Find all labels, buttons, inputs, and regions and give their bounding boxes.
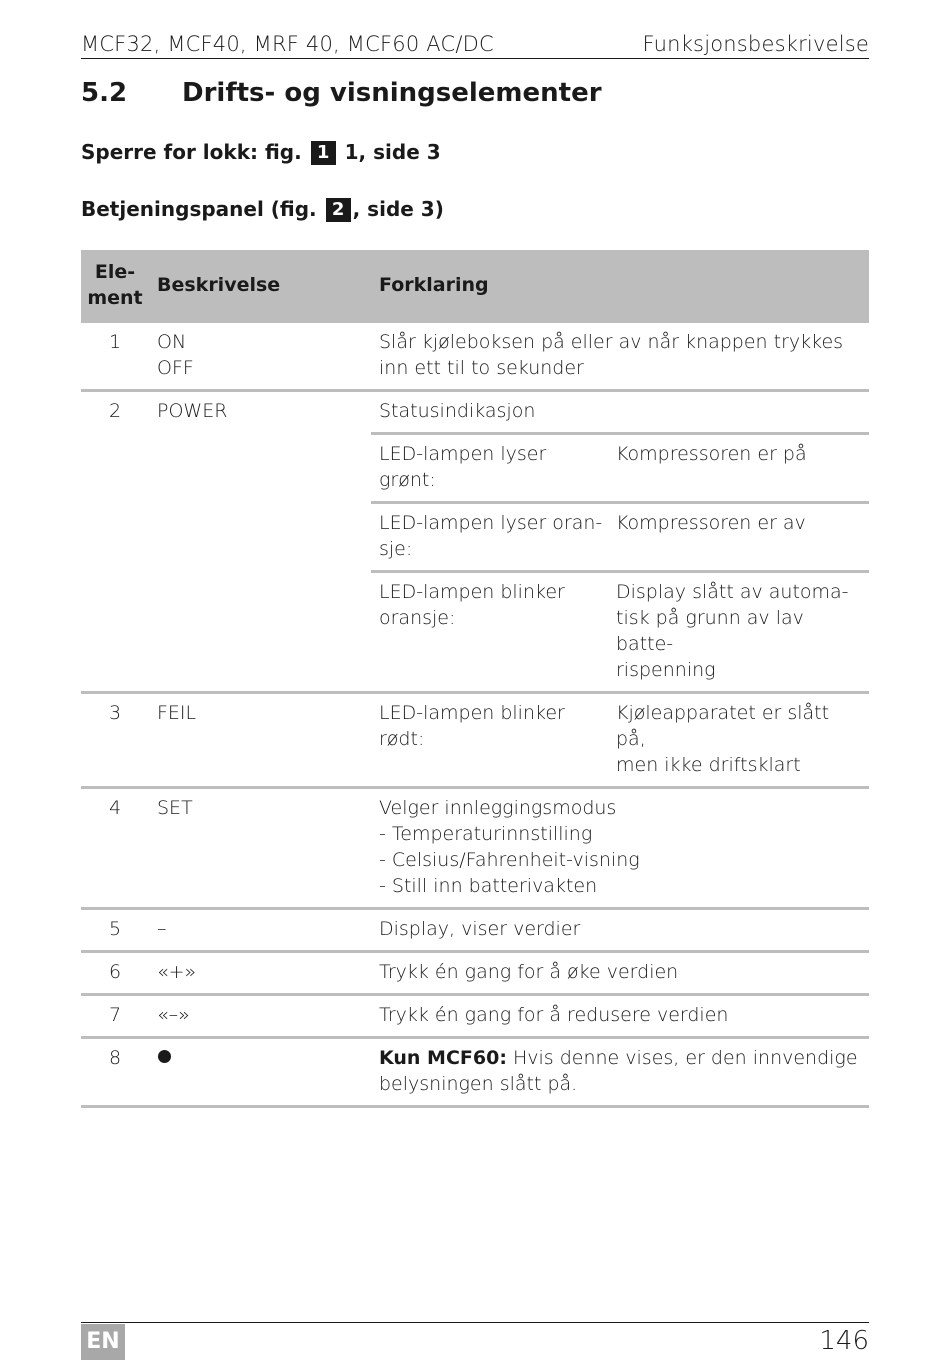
- element-number: 5: [81, 909, 149, 952]
- element-description: SET: [149, 788, 371, 909]
- panel-reference-page: , side 3): [352, 197, 444, 221]
- element-number: 4: [81, 788, 149, 909]
- led-state: LED-lampen lyser grønt:: [371, 434, 608, 503]
- model-note-label: Kun MCF60:: [379, 1047, 507, 1069]
- section-number: 5.2: [81, 78, 128, 108]
- table-row: [81, 909, 869, 952]
- lock-reference: [81, 140, 441, 165]
- led-meaning: Display slått av automa- tisk på grunn av lav batte- rispenning: [608, 572, 869, 693]
- panel-reference-text: Betjeningspanel (fig.: [81, 197, 317, 221]
- header-explanation: Forklaring: [371, 250, 869, 322]
- section-title: Drifts- og visningselementer: [182, 78, 602, 108]
- element-explanation: Velger innleggingsmodus - Temperaturinnstilling - Celsius/Fahrenheit-visning - Still inn batterivakten: [371, 788, 869, 909]
- lock-reference-text: Sperre for lokk: fig.: [81, 140, 302, 164]
- element-description: ON OFF: [149, 322, 371, 391]
- model-note-text: Hvis denne vises, er den innvendige belysningen slått på.: [379, 1047, 858, 1095]
- header-chapter: Funksjonsbeskrivelse: [642, 32, 869, 56]
- header-description: Beskrivelse: [149, 250, 371, 322]
- page-number: 146: [819, 1326, 869, 1356]
- table-row: [81, 693, 869, 788]
- element-explanation: Statusindikasjon: [371, 391, 869, 434]
- table-row: [81, 995, 869, 1038]
- led-meaning: Kompressoren er av: [608, 503, 869, 572]
- element-description: «–»: [149, 995, 371, 1038]
- figure-number-badge: 1: [311, 141, 336, 165]
- element-number: 8: [81, 1038, 149, 1107]
- section-heading: [81, 78, 602, 108]
- lock-reference-page: 1, side 3: [344, 140, 441, 164]
- table-header-row: [81, 250, 869, 322]
- element-number: 3: [81, 693, 149, 788]
- table-row: [81, 788, 869, 909]
- header-element: Ele- ment: [81, 250, 149, 322]
- table-row: [81, 1038, 869, 1107]
- filled-circle-icon: [158, 1050, 171, 1063]
- led-state: LED-lampen blinker oransje:: [371, 572, 608, 693]
- element-description: POWER: [149, 391, 371, 693]
- element-explanation: Trykk én gang for å redusere verdien: [371, 995, 869, 1038]
- header-product: MCF32, MCF40, MRF 40, MCF60 AC/DC: [81, 32, 494, 56]
- element-explanation: Display, viser verdier: [371, 909, 869, 952]
- element-number: 7: [81, 995, 149, 1038]
- element-description: «+»: [149, 952, 371, 995]
- table-row: [81, 952, 869, 995]
- led-state: LED-lampen blinker rødt:: [371, 693, 608, 788]
- panel-reference: [81, 197, 444, 222]
- led-meaning: Kjøleapparatet er slått på, men ikke driftsklart: [608, 693, 869, 788]
- figure-number-badge: 2: [326, 198, 351, 222]
- page-header: [81, 30, 869, 59]
- led-meaning: Kompressoren er på: [608, 434, 869, 503]
- footer-divider: [81, 1322, 869, 1323]
- led-state: LED-lampen lyser oran- sje:: [371, 503, 608, 572]
- element-number: 2: [81, 391, 149, 693]
- element-explanation: [371, 1038, 869, 1107]
- table-row: [81, 322, 869, 391]
- language-badge: EN: [81, 1324, 125, 1360]
- element-number: 1: [81, 322, 149, 391]
- element-explanation: Trykk én gang for å øke verdien: [371, 952, 869, 995]
- element-description: –: [149, 909, 371, 952]
- element-description: FEIL: [149, 693, 371, 788]
- control-elements-table: [81, 250, 869, 1108]
- element-description: [149, 1038, 371, 1107]
- table-row: [81, 391, 869, 434]
- element-number: 6: [81, 952, 149, 995]
- element-explanation: Slår kjøleboksen på eller av når knappen trykkes inn ett til to sekunder: [371, 322, 869, 391]
